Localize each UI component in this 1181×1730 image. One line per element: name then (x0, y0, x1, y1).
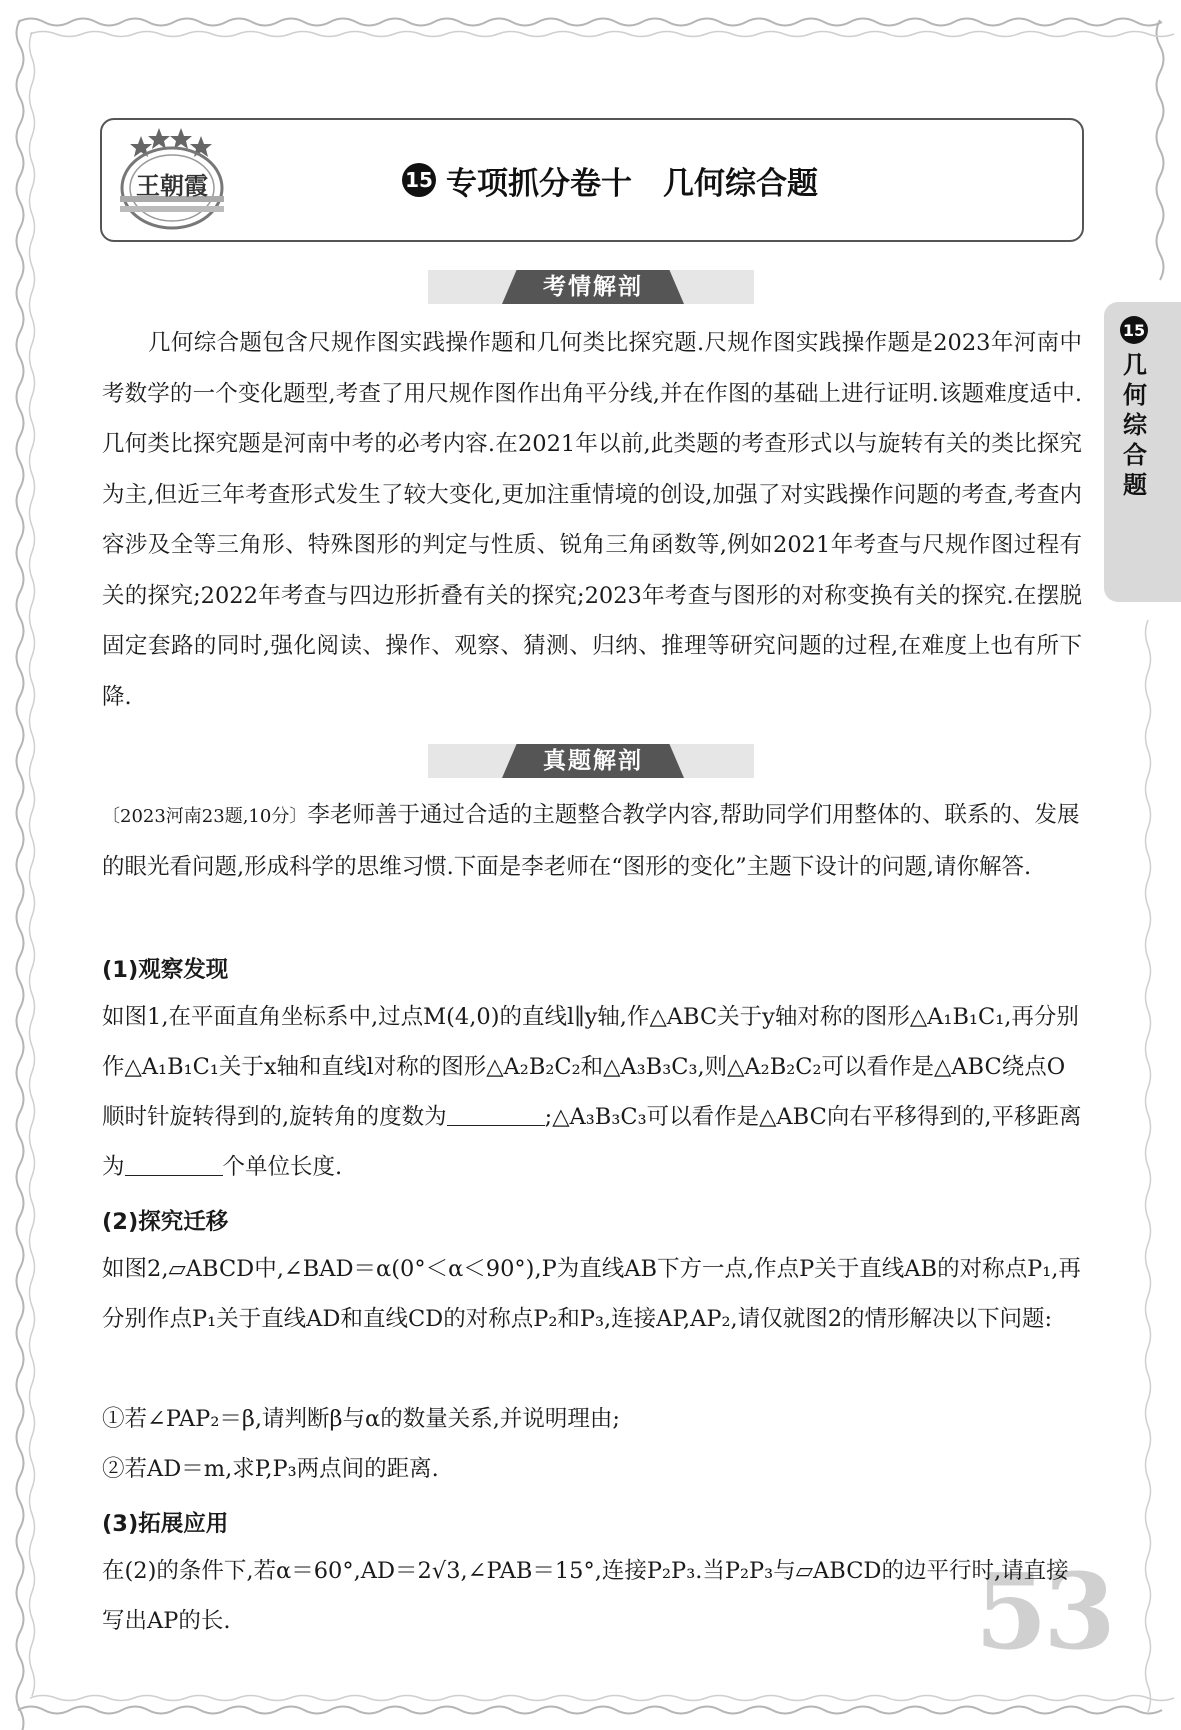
part1-text-b: ;△A₃B₃C₃可以看作是△ABC向右平移得到的,平移距离为 (102, 1104, 1082, 1180)
answer-blank-2[interactable] (125, 1153, 223, 1176)
section-body-text: 几何综合题包含尺规作图实践操作题和几何类比探究题.尺规作图实践操作题是2023年河南中考数学的一个变化题型,考查了用尺规作图作出角平分线,并在作图的基础上进行证明.该题难度适中.几何类比探究题是河南中考的必考内容.在2021年以前,此类题的考查形式以与旋转有关的类比探究为主,但近三年考查形式发生了较大变化,更加注重情境的创设,加强了对实践操作问题的考查,考查内容涉及全等三角形、特殊图形的判定与性质、锐角三角函数等,例如2021年考查与尺规作图过程有关的探究;2022年考查与四边形折叠有关的探究;2023年考查与图形的对称变换有关的探究.在摆脱固定套路的同时,强化阅读、操作、观察、猜测、归纳、推理等研究问题的过程,在难度上也有所下降. (102, 330, 1082, 710)
question-intro (102, 790, 1084, 892)
part1-text-c: 个单位长度. (222, 1154, 343, 1180)
side-tab-number: 15 (1120, 316, 1148, 344)
page-title-text: 专项抓分卷十 几何综合题 (446, 165, 818, 202)
answer-blank-1[interactable] (447, 1103, 545, 1126)
page-number: 53 (975, 1550, 1112, 1673)
page-title (402, 156, 962, 204)
question-source: 〔2023河南23题,10分〕 (102, 806, 308, 827)
section-heading: 考情解剖 (543, 274, 643, 300)
part2-item-2: ②若AD＝m,求P,P₃两点间的距离. (102, 1456, 439, 1482)
part3-body: 在(2)的条件下,若α＝60°,AD＝2√3,∠PAB＝15°,连接P₂P₃.当P₂P₃与▱ABCD的边平行时,请直接写出AP的长. (102, 1558, 1069, 1634)
side-tab[interactable] (1104, 302, 1181, 602)
logo-text: 王朝霞 (136, 171, 208, 200)
header-box (100, 118, 1084, 242)
section-number-badge: 15 (402, 163, 436, 197)
part2-heading: (2)探究迁移 (102, 1209, 229, 1235)
side-tab-label: 几何综合题 (1123, 351, 1147, 499)
part2-body: 如图2,▱ABCD中,∠BAD＝α(0°＜α＜90°),P为直线AB下方一点,作点P关于直线AB的对称点P₁,再分别作点P₁关于直线AD和直线CD的对称点P₂和P₃,连接AP,AP₂,请仅就图2的情形解决以下问题: (102, 1256, 1081, 1332)
part1-body (102, 992, 1084, 1192)
logo (116, 126, 228, 234)
section-banner-analysis (428, 270, 754, 304)
section-heading: 真题解剖 (543, 748, 643, 774)
part1-heading: (1)观察发现 (102, 957, 229, 983)
question-intro-text: 李老师善于通过合适的主题整合教学内容,帮助同学们用整体的、联系的、发展的眼光看问题,形成科学的思维习惯.下面是李老师在“图形的变化”主题下设计的问题,请你解答. (102, 802, 1080, 880)
section-banner-real-question (428, 744, 754, 778)
part1-text-a: 如图1,在平面直角坐标系中,过点M(4,0)的直线l∥y轴,作△ABC关于y轴对称的图形△A₁B₁C₁,再分别作△A₁B₁C₁关于x轴和直线l对称的图形△A₂B₂C₂和△A₃B₃C₃,则△A₂B₂C₂可以看作是△ABC绕点O顺时针旋转得到的,旋转角的度数为 (102, 1004, 1079, 1130)
part3-heading: (3)拓展应用 (102, 1511, 229, 1537)
part2-item-1: ①若∠PAP₂＝β,请判断β与α的数量关系,并说明理由; (102, 1406, 620, 1432)
